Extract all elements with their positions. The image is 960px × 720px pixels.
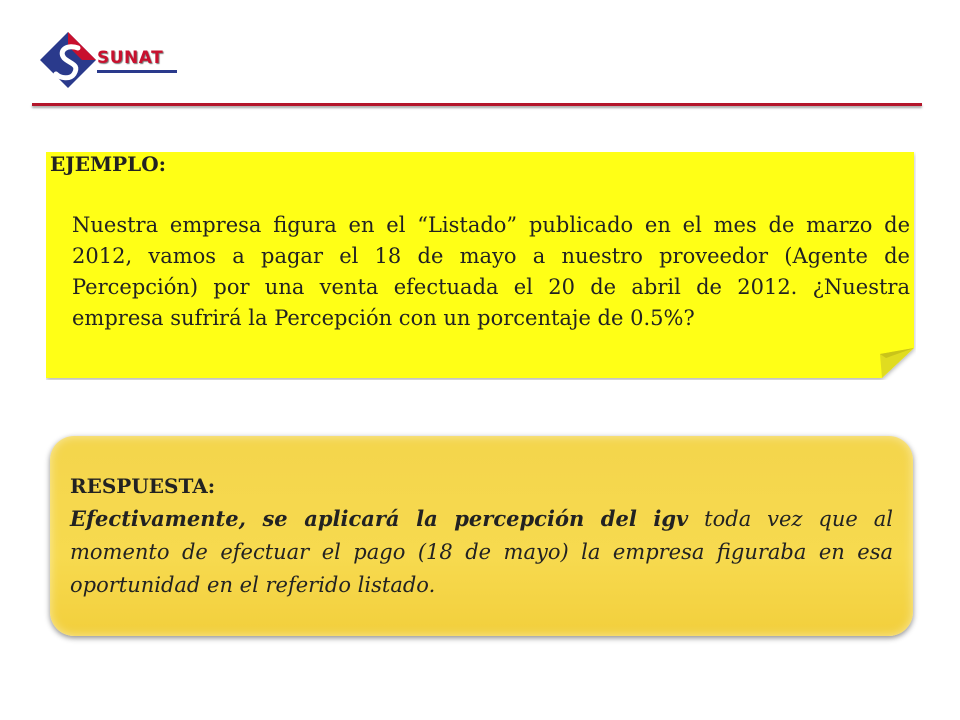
brand-underline	[97, 70, 177, 73]
example-body: Nuestra empresa figura en el “Listado” publicado en el mes de marzo de 2012, vamos a pagar el 18 de mayo a nuestro proveedor (Agente de Percepción) por una venta efectuada el 20 de abril de 2012. ¿Nuestra empresa sufrirá la Percepción con un porcentaje de 0.5%?	[72, 213, 910, 330]
answer-rest: toda vez que al momento de efectuar el pago (18 de mayo) la empresa figuraba en esa oportunidad en el referido listado.	[70, 507, 893, 597]
brand-name: SUNAT	[97, 48, 164, 68]
header-divider	[32, 103, 922, 106]
answer-emphasis: Efectivamente, se aplicará la percepción del igv	[70, 506, 689, 531]
answer-title: RESPUESTA:	[70, 474, 216, 498]
example-title: EJEMPLO:	[50, 152, 166, 176]
answer-body	[70, 502, 893, 602]
